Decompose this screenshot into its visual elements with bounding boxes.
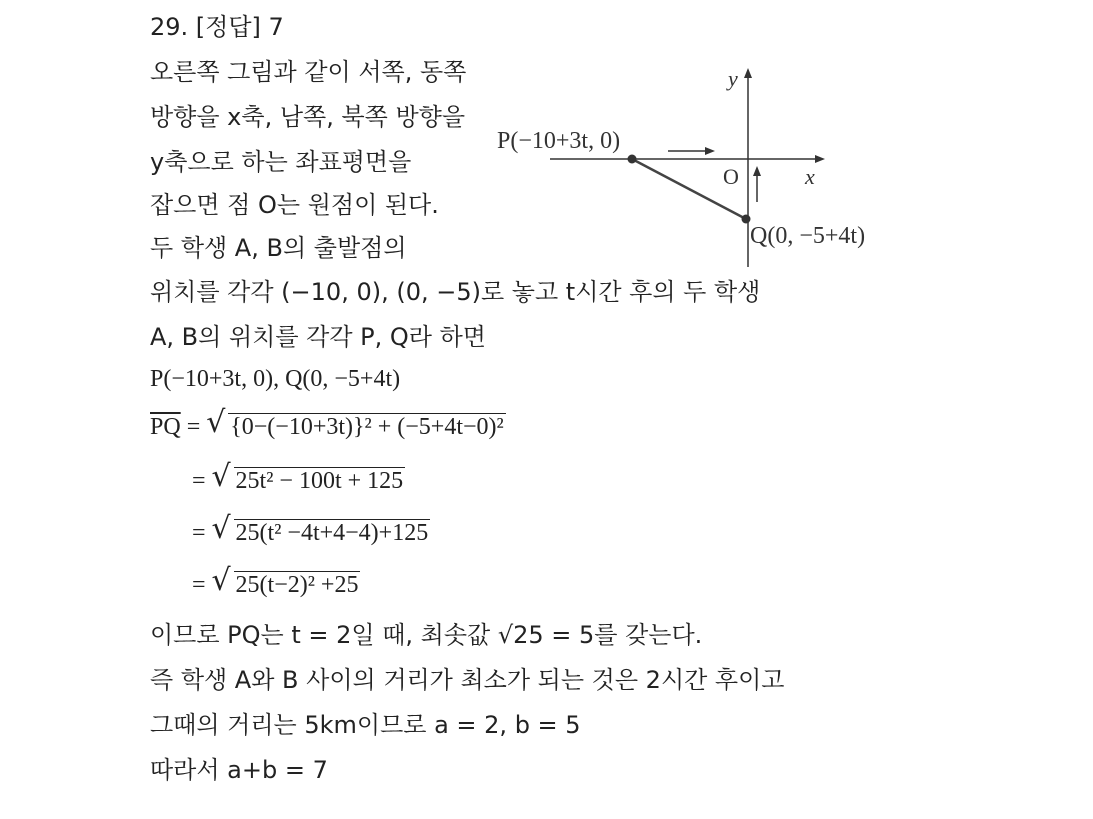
equation-4 bbox=[192, 563, 360, 600]
coordinate-figure bbox=[495, 62, 915, 272]
intro-line-2: 방향을 x축, 남쪽, 북쪽 방향을 bbox=[150, 103, 465, 131]
conclusion-line-1: 이므로 PQ는 t = 2일 때, 최솟값 √25 = 5를 갖는다. bbox=[150, 621, 703, 649]
conclusion-line-2: 즉 학생 A와 B 사이의 거리가 최소가 되는 것은 2시간 후이고 bbox=[150, 666, 785, 694]
radical-icon: √ bbox=[211, 563, 231, 598]
point-p bbox=[628, 155, 637, 164]
equals-sign: = bbox=[192, 520, 206, 546]
radical-icon: √ bbox=[211, 511, 231, 546]
origin-label: O bbox=[723, 164, 739, 189]
conclusion-line-4: 따라서 a+b = 7 bbox=[150, 756, 328, 784]
y-axis-arrow-icon bbox=[744, 68, 752, 78]
x-axis-arrow-icon bbox=[815, 155, 825, 163]
sqrt-expression-2 bbox=[211, 459, 406, 496]
sqrt-expression-3 bbox=[211, 511, 431, 548]
sqrt-expression-1 bbox=[206, 405, 505, 442]
para-line-2: A, B의 위치를 각각 P, Q라 하면 bbox=[150, 323, 486, 351]
x-axis-label: x bbox=[805, 164, 815, 189]
radical-icon: √ bbox=[206, 405, 226, 440]
intro-line-1: 오른쪽 그림과 같이 서쪽, 동쪽 bbox=[150, 58, 467, 86]
point-p-label: P(−10+3t, 0) bbox=[497, 128, 621, 154]
equation-1 bbox=[150, 405, 506, 442]
radicand-1: {0−(−10+3t)}² + (−5+4t−0)² bbox=[230, 414, 504, 440]
y-axis-label: y bbox=[728, 66, 738, 91]
radicand-4: 25(t−2)² +25 bbox=[235, 572, 359, 598]
point-q-label: Q(0, −5+4t) bbox=[750, 223, 866, 249]
radicand-2: 25t² − 100t + 125 bbox=[235, 468, 404, 494]
radical-icon: √ bbox=[211, 459, 231, 494]
conclusion-line-3: 그때의 거리는 5km이므로 a = 2, b = 5 bbox=[150, 711, 581, 739]
intro-line-3: y축으로 하는 좌표평면을 bbox=[150, 148, 412, 176]
q-motion-arrow-icon bbox=[753, 166, 761, 176]
para-line-1: 위치를 각각 (−10, 0), (0, −5)로 놓고 t시간 후의 두 학생 bbox=[150, 278, 761, 306]
sqrt-expression-4 bbox=[211, 563, 361, 600]
equals-sign: = bbox=[186, 414, 201, 440]
pq-segment-label: $\overline{PQ}$ bbox=[150, 414, 181, 440]
p-motion-arrow-icon bbox=[705, 147, 715, 155]
para-line-3: P(−10+3t, 0), Q(0, −5+4t) bbox=[150, 366, 401, 392]
radicand-3: 25(t² −4t+4−4)+125 bbox=[235, 520, 429, 546]
equation-2 bbox=[192, 459, 405, 496]
intro-line-5: 두 학생 A, B의 출발점의 bbox=[150, 234, 407, 262]
equals-sign: = bbox=[192, 468, 206, 494]
equals-sign: = bbox=[192, 572, 206, 598]
header: 29. [정답] 7 bbox=[150, 13, 284, 41]
intro-line-4: 잡으면 점 O는 원점이 된다. bbox=[150, 191, 439, 219]
equation-3 bbox=[192, 511, 430, 548]
